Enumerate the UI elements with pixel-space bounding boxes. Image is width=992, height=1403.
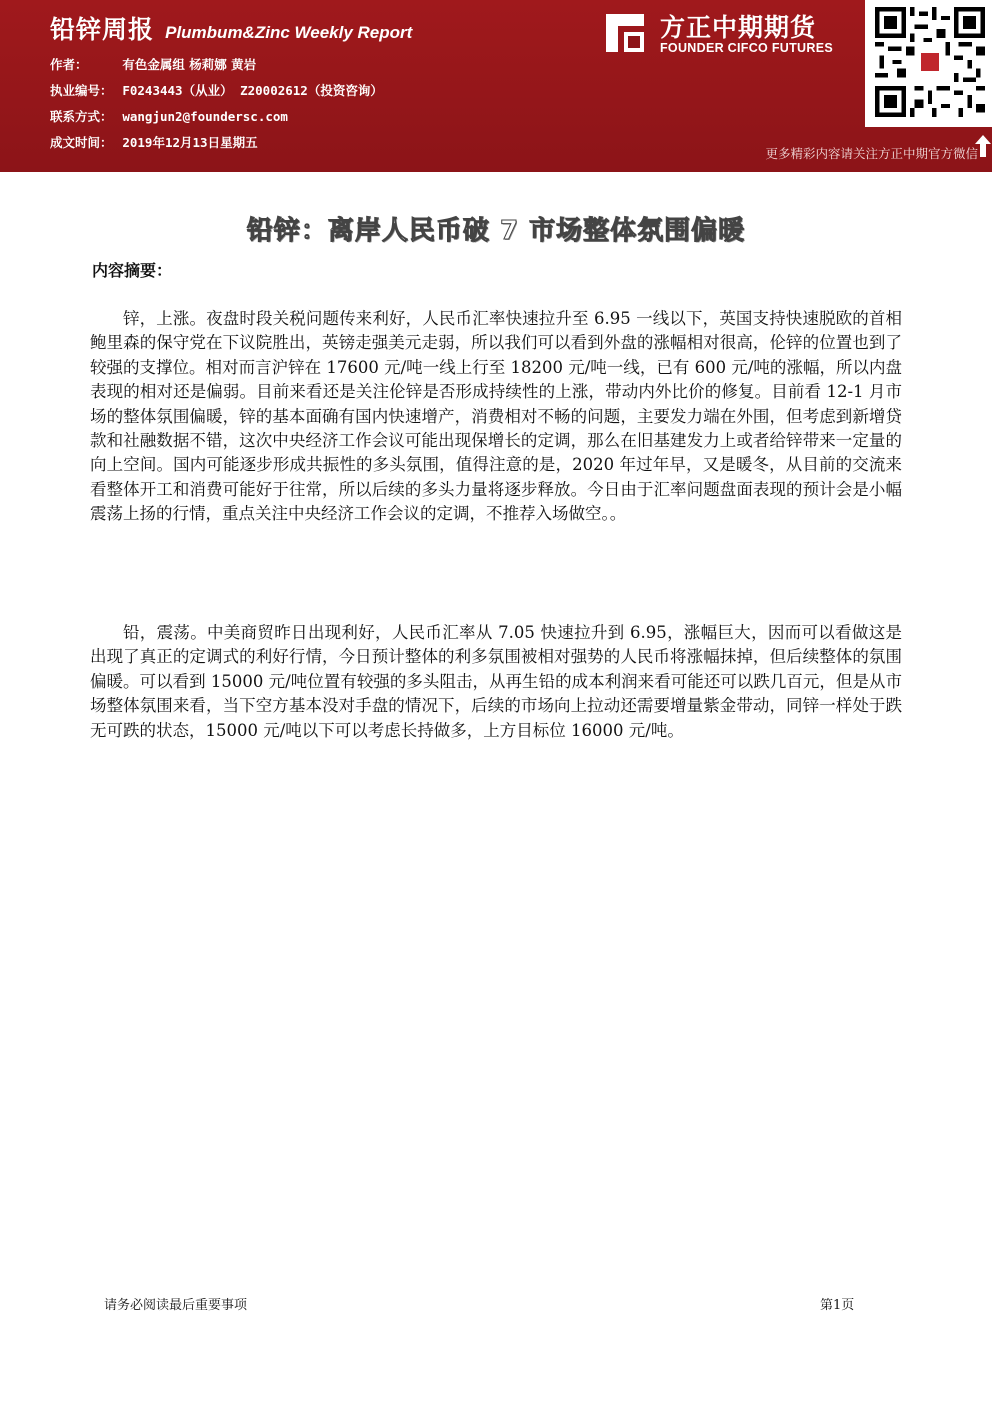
arrow-up-icon (974, 134, 992, 158)
meta-label: 联系方式： (50, 109, 113, 124)
meta-date (50, 133, 258, 151)
abstract-label: 内容摘要： (92, 261, 173, 280)
meta-value: F0243443（从业） Z20002612（投资咨询） (122, 83, 383, 98)
paragraph-zinc: 锌，上涨。夜盘时段关税问题传来利好，人民币汇率快速拉升至 6.95 一线以下，英国支持快速脱欧的首相鲍里森的保守党在下议院胜出，英镑走强美元走弱，所以我们可以看到外盘的涨幅相对很高，伦锌的位置也到了较强的支撑位。相对而言沪锌在 17600 元/吨一线上行至 18200 元/吨一线，已有 600 元/吨的涨幅，所以内盘表现的相对还是偏弱。目前来看还是关注伦锌是否形成持续性的上涨，带动内外比价的修复。目前看 12-1 月市场的整体氛围偏暖，锌的基本面确有国内快速增产，消费相对不畅的问题，主要发力端在外围，但考虑到新增贷款和社融数据不错，这次中央经济工作会议可能出现保增长的定调，那么在旧基建发力上或者给锌带来一定量的向上空间。国内可能逐步形成共振性的多头氛围，值得注意的是，2020 年过年早，又是暖冬，从目前的交流来看整体开工和消费可能好于往常，所以后续的多头力量将逐步释放。今日由于汇率问题盘面表现的预计会是小幅震荡上扬的行情，重点关注中央经济工作会议的定调，不推荐入场做空。。 (90, 309, 902, 524)
founder-logo-icon (602, 10, 648, 56)
report-title-cn: 铅锌周报 (50, 15, 155, 44)
meta-license (50, 81, 383, 99)
qr-code[interactable] (865, 0, 992, 127)
report-title-en: Plumbum&Zinc Weekly Report (165, 23, 413, 42)
meta-label: 执业编号： (50, 83, 113, 98)
meta-contact (50, 107, 288, 125)
meta-label: 作者： (50, 57, 88, 72)
logo-name-en: FOUNDER CIFCO FUTURES (660, 41, 833, 55)
meta-email[interactable]: wangjun2@foundersc.com (122, 109, 288, 124)
meta-value: 2019年12月13日星期五 (122, 135, 258, 150)
company-logo (602, 8, 852, 60)
header-banner (0, 0, 992, 172)
qr-code-icon (875, 6, 985, 118)
meta-label: 成文时间： (50, 135, 113, 150)
page-number: 第1页 (820, 1298, 855, 1313)
paragraph-lead: 铅，震荡。中美商贸昨日出现利好，人民币汇率从 7.05 快速拉升到 6.95，涨幅巨大，因而可以看做这是出现了真正的定调式的利好行情，今日预计整体的利多氛围被相对强势的人民币将涨幅抹掉，但后续整体的氛围偏暖。可以看到 15000 元/吨位置有较强的多头阻击，从再生铅的成本利润来看可能还可以跌几百元，但是从市场整体氛围来看，当下空方基本没对手盘的情况下，后续的市场向上拉动还需要增量紫金带动，同锌一样处于跌无可跌的状态，15000 元/吨以下可以考虑长持做多，上方目标位 16000 元/吨。 (90, 623, 902, 740)
logo-name-cn: 方正中期期货 (660, 13, 817, 42)
meta-value: 有色金属组 杨莉娜 黄岩 (122, 57, 257, 72)
document-title: 铅锌：离岸人民币破 7 市场整体氛围偏暖 (246, 216, 746, 246)
report-title (50, 10, 412, 46)
follow-wechat-text: 更多精彩内容请关注方正中期官方微信 (765, 146, 978, 161)
meta-author (50, 55, 256, 73)
footer-notice: 请务必阅读最后重要事项 (104, 1298, 248, 1313)
